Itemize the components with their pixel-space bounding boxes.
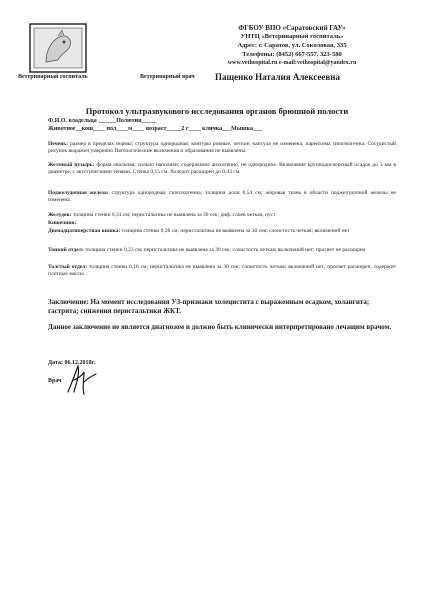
doctor-sign-label: Врач (48, 378, 62, 384)
finding-pancreas-text: структура однородная; гипоэхогенна; толщина доли 0,54 см; жировая ткань в области поджелудочной железы не изменена. (48, 190, 396, 203)
finding-stomach (48, 212, 396, 219)
doctor-signature (62, 362, 102, 398)
finding-jejunum (48, 247, 396, 254)
finding-duodenum-label: Двенадцатиперстная кишка: (48, 228, 121, 234)
owner-line: Ф.И.О. владельца ______Полютин_____ (48, 118, 157, 124)
finding-jejunum-text: толщина стенки 0,23 см; перистальтика не выявлена за 30 сек; слоистость четкая; включений нет; просвет не расширен (83, 247, 366, 253)
document-title: Протокол ультразвукового исследования органов брюшной полости (85, 106, 349, 116)
finding-colon-label: Толстый отдел: (48, 264, 88, 270)
finding-jejunum-label: Тонкий отдел: (48, 247, 84, 253)
finding-liver-label: Печень: (48, 141, 69, 147)
date-line: Дата: 06.12.2018г. (48, 360, 96, 366)
org-phones: Телефоны: (8452) 667-557, 323-580 (242, 51, 342, 58)
finding-colon-text: толщина стенки 0,16 см; перистальтика не выявлена за 30 сек; слоистость четкая; включений нет; просвет расширен, содержит плотные массы (48, 264, 396, 277)
org-address: Адрес: г. Саратов, ул. Соколовая, 335 (237, 42, 347, 49)
finding-duodenum (48, 228, 396, 235)
finding-gallbladder (48, 162, 396, 176)
finding-pancreas (48, 190, 396, 204)
finding-pancreas-label: Поджелудочная железа: (48, 190, 109, 196)
org-center-name: УНТЦ «Ветеринарный госпиталь» (240, 33, 344, 40)
finding-colon (48, 264, 396, 278)
finding-gallbladder-label: Желчный пузырь: (48, 162, 95, 168)
finding-intestine-label: Кишечник: (48, 220, 77, 226)
finding-gallbladder-text: форма овальная; сильно наполнен; содержимое анэхогенно, не однородное. Включения крупнодисперсный осадок до 3 мм в диаметре, с акустическими тенями. Стенка 0,15 см. Холедох расширен до 0,43 см. (48, 162, 396, 175)
conclusion: Заключение: На момент исследования УЗ-признаки холецистита с выраженным осадком, холангита; гастрита; снижения перистальтики ЖКТ. (48, 298, 370, 315)
org-name: ФГБОУ ВПО «Саратовский ГАУ» (238, 24, 346, 32)
finding-stomach-text: толщина стенки 0,31 см; перистальтика не выявлена за 30 сек; диф. слоев четкая, пуст (71, 212, 276, 218)
finding-intestine (48, 220, 396, 227)
finding-liver-text: размер в пределах нормы; структура однородная; контуры ровные, четкие; капсула не изменена; паренхима гипоэхогенна. Сосудистый рисунок выражен умеренно Патологические включения и образования не выявлены. (48, 141, 396, 154)
animal-line: Животное__кош____ пол____м____ возраст_____2 г____ кличка___Мышка___ (48, 126, 262, 132)
logo-caption: Ветеринарный госпиталь (18, 74, 88, 80)
disclaimer: Данное заключение не является диагнозом и должно быть клинически интерпретировано лечащим врачом. (48, 323, 392, 331)
finding-duodenum-text: толщина стенки 0,28 см; перистальтика не выявлена за 30 сек; слоистость четкая; включений нет (120, 228, 350, 234)
finding-liver (48, 141, 396, 155)
finding-stomach-label: Желудок: (48, 212, 72, 218)
doctor-name: Пащенко Наталия Алексеевна (215, 72, 340, 82)
org-web-email: www.vethospital.ru e-mail:vethospital@yandex.ru (227, 60, 357, 66)
doctor-label: Ветеринарный врач (140, 74, 195, 80)
